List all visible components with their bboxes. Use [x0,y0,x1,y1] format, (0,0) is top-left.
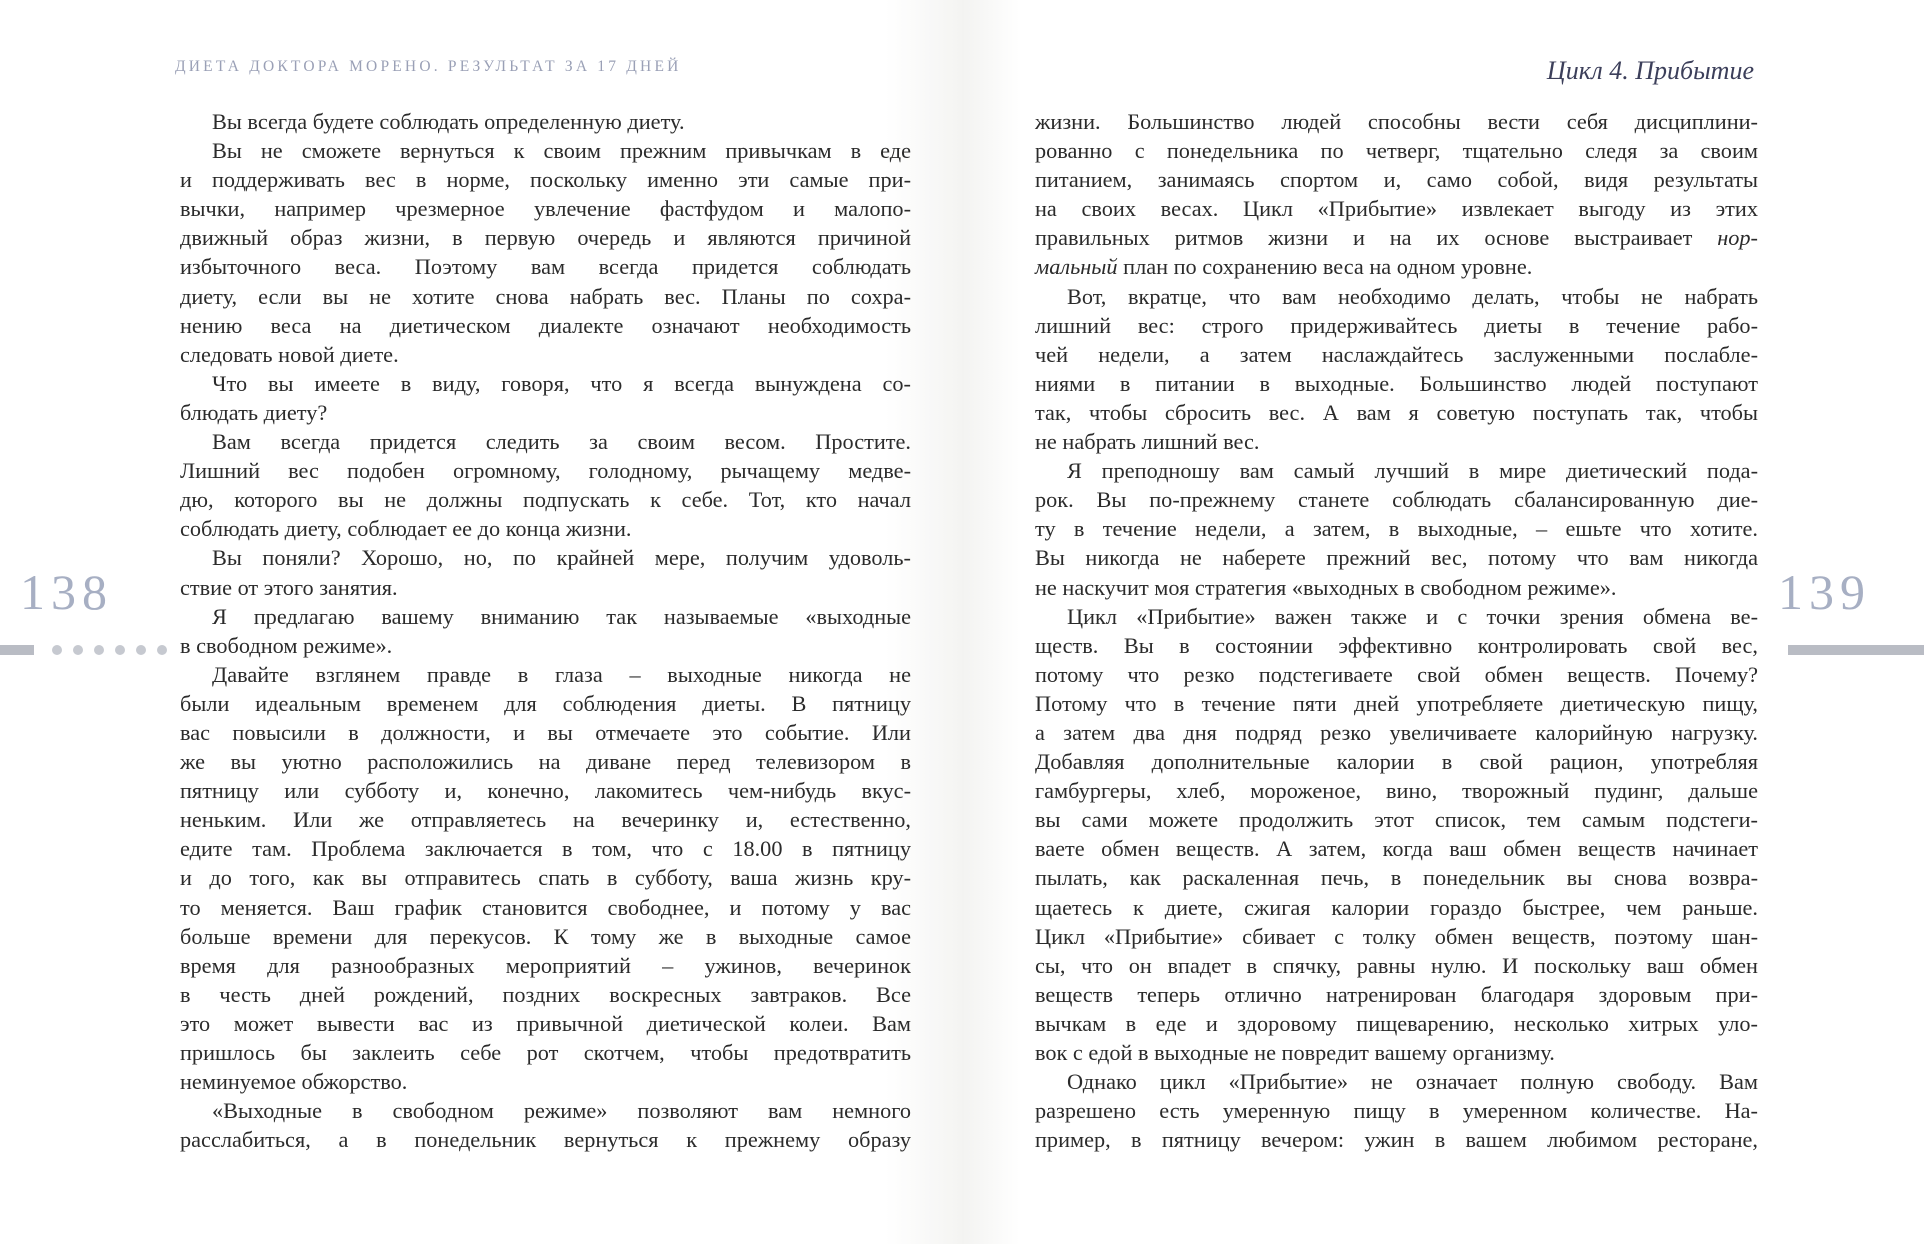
text-line: жизни. Большинство людей способны вести себя дисциплини- [1035,109,1758,134]
text-line: избыточного веса. Поэтому вам всегда придется соблюдать [180,254,911,280]
text-line: вас повысили в должности, и вы отмечаете это событие. Или [180,719,911,745]
text-line: ниями в питании в выходные. Большинство людей поступают [1035,370,1758,396]
text-line: Я преподношу вам самый лучший в мире диетический пода- [1067,458,1758,484]
text-line: это может вывести вас из привычной диетической колеи. Вам [180,1010,911,1036]
text-line: движный образ жизни, в первую очередь и являются причиной [180,225,911,251]
text-line: были идеальным временем для соблюдения диеты. В пятницу [180,690,911,716]
text-line: неминуемое обжорство. [180,1069,408,1095]
text-line: Однако цикл «Прибытие» не означает полную свободу. Вам [1067,1069,1758,1095]
text-line: в свободном режиме». [180,632,393,658]
text-line: на своих весах. Цикл «Прибытие» извлекает выгоду из этих [1035,196,1758,222]
emphasized-word: мальный [1035,254,1118,280]
text-line: пятницу или субботу и, конечно, лакомитесь чем-нибудь вкус- [180,778,911,804]
text-line: Вы никогда не наберете прежний вес, потому что вам никогда [1035,545,1758,571]
text-line: щаетесь к диете, сжигая калории гораздо быстрее, чем раньше. [1035,894,1758,920]
text-line: время для разнообразных мероприятий – ужинов, вечеринок [180,952,911,978]
text-line: едите там. Проблема заключается в том, что с 18.00 в пятницу [180,836,911,862]
dot-icon [157,645,167,655]
text-line: блюдать диету? [180,399,328,425]
text-line: и поддерживать вес в норме, поскольку именно эти самые при- [180,167,911,193]
text-line: Вы не сможете вернуться к своим прежним привычкам в еде [212,138,911,164]
text-line: же вы уютно расположились на диване перед телевизором в [180,749,911,775]
right-page-body-text [1035,107,1758,1154]
text-line: Вы поняли? Хорошо, но, по крайней мере, получим удоволь- [212,545,911,571]
text-line: расслабиться, а в понедельник вернуться к прежнему образу [180,1127,911,1153]
text-line: гамбургеры, хлеб, мороженое, вино, творожный пудинг, дальше [1035,778,1758,804]
text-line: соблюдать диету, соблюдает ее до конца жизни. [180,516,632,542]
text-line: ществ. Вы в состоянии эффективно контролировать свой вес, [1035,632,1758,658]
text-line: чей недели, а затем наслаждайтесь заслуженными послабле- [1035,341,1758,367]
text-line: веществ теперь отлично натренирован благодаря здоровым при- [1035,981,1758,1007]
text-line: следовать новой диете. [180,341,399,367]
text-line: так, чтобы сбросить вес. А вам я советую поступать так, чтобы [1035,399,1758,425]
text-line: дю, которого вы не должны подпускать к себе. Тот, кто начал [180,487,911,513]
text-line: диету, если вы не хотите снова набрать вес. Планы по сохра- [180,283,911,309]
dot-icon [52,645,62,655]
text-line: сы, что он впадет в спячку, равны нулю. И поскольку ваш обмен [1035,952,1758,978]
text-line: Вы всегда будете соблюдать определенную диету. [212,109,685,134]
text-line: в честь дней рождений, поздних воскресных завтраков. Все [180,981,911,1007]
text-line: Потому что в течение пяти дней употребляете диетическую пищу, [1035,690,1758,716]
running-head-chapter-title: Цикл 4. Прибытие [1546,56,1754,85]
text-line: вы сами можете продолжить этот список, тем самым подстеги- [1035,807,1758,833]
text-line: вычки, например чрезмерное увлечение фастфудом и малопо- [180,196,911,222]
text-line: питанием, занимаясь спортом и, само собой, видя результаты [1035,167,1758,193]
text-line: правильных ритмов жизни и на их основе выстраивает нор- [1035,225,1758,251]
text-line: то меняется. Ваш график становится свободнее, и потому у вас [180,894,911,920]
text-line: больше времени для перекусов. К тому же в выходные самое [180,923,911,949]
text-line: вок с едой в выходные не повредит вашему организму. [1035,1040,1555,1065]
emphasized-word: нор- [1717,225,1758,251]
running-head-book-title: ДИЕТА ДОКТОРА МОРЕНО. РЕЗУЛЬТАТ ЗА 17 ДНЕЙ [175,58,682,75]
dot-icon [94,645,104,655]
text-line: пришлось бы заклеить себе рот скотчем, чтобы предотвратить [180,1040,911,1065]
text-line: мальный план по сохранению веса на одном уровне. [1035,254,1533,280]
page-number-right: 139 [1778,564,1871,620]
text-line: лишний вес: строго придерживайтесь диеты в течение рабо- [1035,312,1758,338]
text-line: Вот, вкратце, что вам необходимо делать, чтобы не набрать [1067,283,1758,309]
text-line: Я предлагаю вашему вниманию так называемые «выходные [212,603,911,629]
text-line: «Выходные в свободном режиме» позволяют вам немного [212,1098,911,1124]
page-number-rule-left [0,645,34,655]
text-line: разрешено есть умеренную пищу в умеренном количестве. На- [1035,1098,1758,1124]
text-line: Цикл «Прибытие» сбивает с толку обмен веществ, поэтому шан- [1035,923,1758,949]
text-line: Цикл «Прибытие» важен также и с точки зрения обмена ве- [1067,603,1758,629]
text-line: потому что резко подстегиваете свой обмен веществ. Почему? [1035,661,1758,687]
text-line: Лишний вес подобен огромному, голодному, рычащему медве- [180,458,911,484]
text-line: не наскучит моя стратегия «выходных в свободном режиме». [1035,574,1617,600]
dot-icon [73,645,83,655]
text-line: и до того, как вы отправитесь спать в субботу, ваша жизнь кру- [180,865,911,891]
text-line: неньким. Или же отправляетесь на вечеринку и, естественно, [180,807,911,833]
dot-icon [115,645,125,655]
text-line: не набрать лишний вес. [1035,429,1260,455]
left-page-body-text [180,107,911,1154]
text-line: вычкам в еде и здоровому пищеварению, несколько хитрых уло- [1035,1010,1758,1036]
page-number-rule-right [1788,645,1924,655]
text-line: Добавляя дополнительные калории в свой рацион, употребляя [1035,749,1758,775]
text-line: Давайте взглянем правде в глаза – выходные никогда не [212,661,911,687]
text-line: ствие от этого занятия. [180,574,398,600]
dot-icon [136,645,146,655]
text-line: а затем два дня подряд резко увеличиваете калорийную нагрузку. [1035,719,1758,745]
text-line: рок. Вы по-прежнему станете соблюдать сбалансированную дие- [1035,487,1758,513]
text-line: Что вы имеете в виду, говоря, что я всегда вынуждена со- [212,370,911,396]
decorative-dots [52,645,167,655]
text-line: нению веса на диетическом диалекте означают необходимость [180,312,911,338]
text-line: рованно с понедельника по четверг, тщательно следя за своим [1035,138,1758,164]
text-line: пылать, как раскаленная печь, в понедельник вы снова возвра- [1035,865,1758,891]
text-line: Вам всегда придется следить за своим весом. Простите. [212,429,911,455]
text-line: ту в течение недели, а затем, в выходные, – ешьте что хотите. [1035,516,1758,542]
text-line: ваете обмен веществ. А затем, когда ваш обмен веществ начинает [1035,836,1758,862]
text-line: пример, в пятницу вечером: ужин в вашем любимом ресторане, [1035,1127,1758,1153]
page-number-left: 138 [20,564,113,620]
